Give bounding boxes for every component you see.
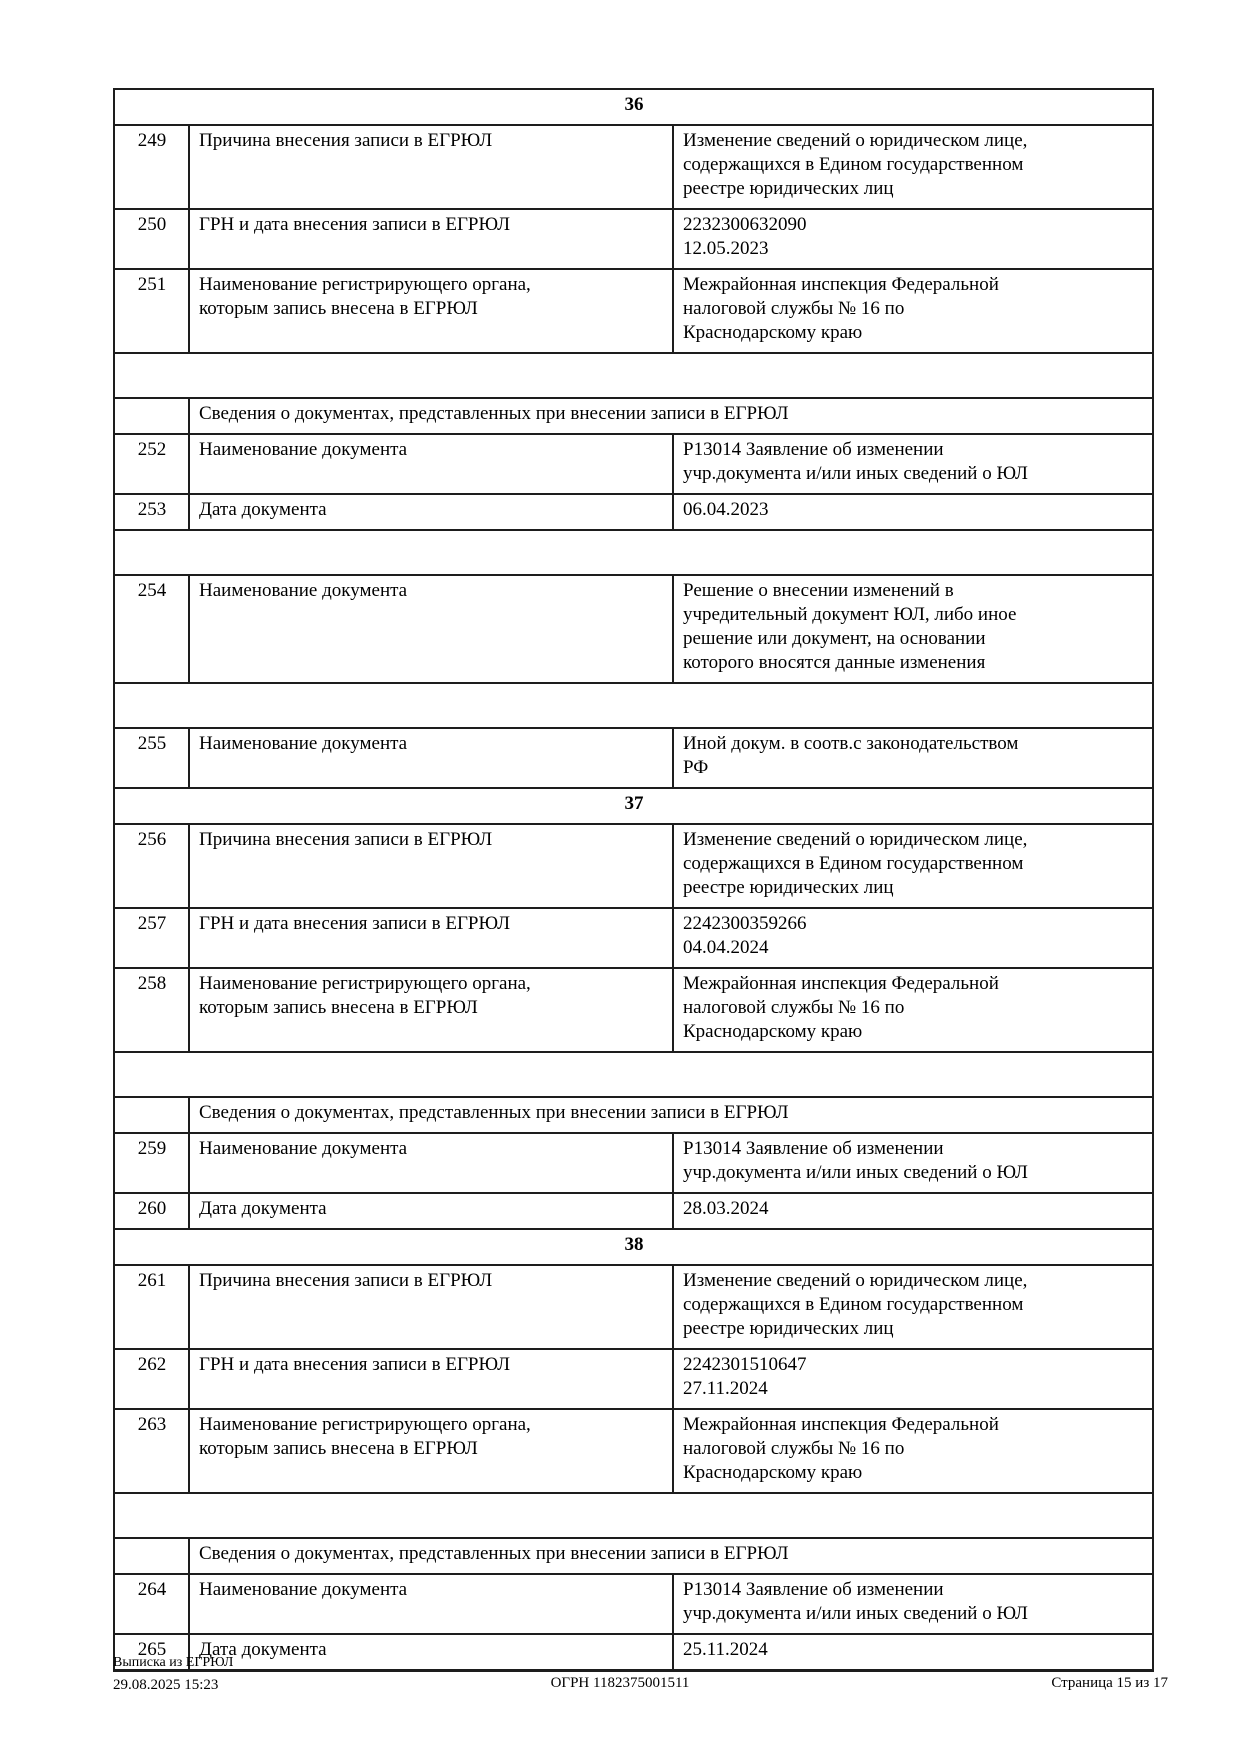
documents-subheader-row [114, 1538, 1153, 1574]
record-row [114, 1409, 1153, 1493]
record-row [114, 494, 1153, 530]
record-number-cell: 254 [114, 575, 189, 683]
record-number-cell: 251 [114, 269, 189, 353]
record-number-cell: 249 [114, 125, 189, 209]
record-label-cell: Наименование документа [189, 1574, 673, 1634]
record-number-cell: 263 [114, 1409, 189, 1493]
record-row [114, 1133, 1153, 1193]
spacer-row [114, 1052, 1153, 1097]
record-row [114, 125, 1153, 209]
record-row [114, 269, 1153, 353]
record-number-cell: 259 [114, 1133, 189, 1193]
record-row [114, 1574, 1153, 1634]
section-number: 37 [114, 788, 1153, 824]
record-value-cell: 25.11.2024 [673, 1634, 1153, 1671]
record-number-cell: 258 [114, 968, 189, 1052]
record-row [114, 1265, 1153, 1349]
record-value-cell: 28.03.2024 [673, 1193, 1153, 1229]
section-header-row [114, 1229, 1153, 1265]
record-value-cell: Р13014 Заявление об изменении учр.документа и/или иных сведений о ЮЛ [673, 1133, 1153, 1193]
spacer-cell [114, 353, 1153, 398]
section-number: 36 [114, 89, 1153, 125]
documents-subheader-row [114, 398, 1153, 434]
record-number-cell: 256 [114, 824, 189, 908]
record-value-cell: Изменение сведений о юридическом лице, содержащихся в Едином государственном реестре юридических лиц [673, 125, 1153, 209]
record-row [114, 968, 1153, 1052]
record-label-cell: Наименование документа [189, 728, 673, 788]
record-value-cell: Иной докум. в соотв.с законодательством РФ [673, 728, 1153, 788]
spacer-row [114, 530, 1153, 575]
record-number-cell: 255 [114, 728, 189, 788]
egrul-records-table [113, 88, 1154, 1672]
record-row [114, 575, 1153, 683]
spacer-row [114, 353, 1153, 398]
record-value-cell: Изменение сведений о юридическом лице, содержащихся в Едином государственном реестре юридических лиц [673, 824, 1153, 908]
spacer-row [114, 683, 1153, 728]
section-header-row [114, 788, 1153, 824]
record-value-cell: Межрайонная инспекция Федеральной налоговой службы № 16 по Краснодарскому краю [673, 1409, 1153, 1493]
record-value-cell: 2242300359266 04.04.2024 [673, 908, 1153, 968]
record-row [114, 1349, 1153, 1409]
record-label-cell: Дата документа [189, 494, 673, 530]
record-value-cell: Изменение сведений о юридическом лице, содержащихся в Едином государственном реестре юридических лиц [673, 1265, 1153, 1349]
record-value-cell: 2232300632090 12.05.2023 [673, 209, 1153, 269]
record-label-cell: Причина внесения записи в ЕГРЮЛ [189, 125, 673, 209]
spacer-cell [114, 1052, 1153, 1097]
spacer-row [114, 1493, 1153, 1538]
record-label-cell: Наименование регистрирующего органа, которым запись внесена в ЕГРЮЛ [189, 968, 673, 1052]
record-number-cell: 253 [114, 494, 189, 530]
record-number-cell: 260 [114, 1193, 189, 1229]
egrul-table-body [114, 89, 1153, 1671]
record-label-cell: ГРН и дата внесения записи в ЕГРЮЛ [189, 209, 673, 269]
record-label-cell: ГРН и дата внесения записи в ЕГРЮЛ [189, 1349, 673, 1409]
empty-number-cell [114, 1097, 189, 1133]
section-header-row [114, 89, 1153, 125]
footer-doc-title: Выписка из ЕГРЮЛ [113, 1655, 234, 1670]
record-number-cell: 252 [114, 434, 189, 494]
record-value-cell: Р13014 Заявление об изменении учр.документа и/или иных сведений о ЮЛ [673, 1574, 1153, 1634]
section-number: 38 [114, 1229, 1153, 1265]
documents-subheader-row [114, 1097, 1153, 1133]
record-label-cell: Наименование документа [189, 434, 673, 494]
record-row [114, 1193, 1153, 1229]
spacer-cell [114, 683, 1153, 728]
spacer-cell [114, 1493, 1153, 1538]
record-label-cell: ГРН и дата внесения записи в ЕГРЮЛ [189, 908, 673, 968]
empty-number-cell [114, 398, 189, 434]
empty-number-cell [114, 1538, 189, 1574]
record-label-cell: Наименование документа [189, 1133, 673, 1193]
documents-subheader-label: Сведения о документах, представленных при внесении записи в ЕГРЮЛ [189, 1538, 1153, 1574]
record-number-cell: 262 [114, 1349, 189, 1409]
spacer-cell [114, 530, 1153, 575]
footer-datetime: 29.08.2025 15:23 [113, 1677, 219, 1693]
record-value-cell: Межрайонная инспекция Федеральной налоговой службы № 16 по Краснодарскому краю [673, 968, 1153, 1052]
record-label-cell: Наименование документа [189, 575, 673, 683]
record-number-cell: 264 [114, 1574, 189, 1634]
record-row [114, 209, 1153, 269]
footer-ogrn: ОГРН 1182375001511 [550, 1675, 690, 1691]
record-value-cell: Межрайонная инспекция Федеральной налоговой службы № 16 по Краснодарскому краю [673, 269, 1153, 353]
record-label-cell: Дата документа [189, 1193, 673, 1229]
record-value-cell: Решение о внесении изменений в учредительный документ ЮЛ, либо иное решение или документ, на основании которого вносятся данные изменения [673, 575, 1153, 683]
record-row [114, 908, 1153, 968]
record-row [114, 434, 1153, 494]
record-row [114, 1634, 1153, 1671]
record-number-cell: 257 [114, 908, 189, 968]
documents-subheader-label: Сведения о документах, представленных при внесении записи в ЕГРЮЛ [189, 1097, 1153, 1133]
footer-page-number: Страница 15 из 17 [1051, 1675, 1168, 1691]
record-value-cell: 2242301510647 27.11.2024 [673, 1349, 1153, 1409]
documents-subheader-label: Сведения о документах, представленных при внесении записи в ЕГРЮЛ [189, 398, 1153, 434]
record-label-cell: Наименование регистрирующего органа, которым запись внесена в ЕГРЮЛ [189, 269, 673, 353]
record-value-cell: 06.04.2023 [673, 494, 1153, 530]
record-row [114, 824, 1153, 908]
record-label-cell: Причина внесения записи в ЕГРЮЛ [189, 1265, 673, 1349]
record-number-cell: 261 [114, 1265, 189, 1349]
record-number-cell: 250 [114, 209, 189, 269]
record-value-cell: Р13014 Заявление об изменении учр.документа и/или иных сведений о ЮЛ [673, 434, 1153, 494]
record-label-cell: Наименование регистрирующего органа, которым запись внесена в ЕГРЮЛ [189, 1409, 673, 1493]
record-label-cell: Дата документа [189, 1634, 673, 1671]
record-row [114, 728, 1153, 788]
record-number-cell: 265 [114, 1634, 189, 1671]
record-label-cell: Причина внесения записи в ЕГРЮЛ [189, 824, 673, 908]
